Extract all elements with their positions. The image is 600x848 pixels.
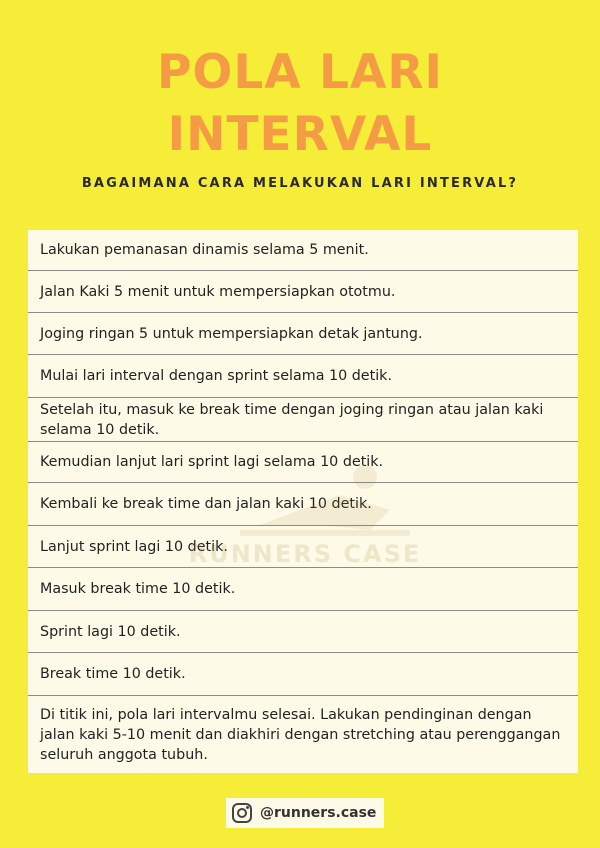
- list-item: Sprint lagi 10 detik.: [28, 611, 578, 653]
- list-item: Di titik ini, pola lari intervalmu selesai. Lakukan pendinginan dengan jalan kaki 5-10 menit dan diakhiri dengan stretching atau perenggangan seluruh anggota tubuh.: [40, 706, 561, 763]
- list-item: Lakukan pemanasan dinamis selama 5 menit.: [28, 230, 578, 271]
- page-subtitle: BAGAIMANA CARA MELAKUKAN LARI INTERVAL?: [81, 176, 519, 191]
- instagram-handle[interactable]: @runners.case: [260, 805, 377, 821]
- list-item: Masuk break time 10 detik.: [28, 568, 578, 611]
- list-item: Setelah itu, masuk ke break time dengan joging ringan atau jalan kaki selama 10 detik.: [28, 398, 578, 442]
- list-item: Kembali ke break time dan jalan kaki 10 detik.: [28, 483, 578, 526]
- footer-handle[interactable]: [226, 798, 384, 828]
- list-item: Lanjut sprint lagi 10 detik.: [28, 526, 578, 568]
- list-item: Joging ringan 5 untuk mempersiapkan detak jantung.: [28, 313, 578, 355]
- list-item: Jalan Kaki 5 menit untuk mempersiapkan ototmu.: [28, 271, 578, 313]
- steps-list: [28, 230, 578, 773]
- list-item: Break time 10 detik.: [28, 653, 578, 696]
- list-item: Kemudian lanjut lari sprint lagi selama 10 detik.: [28, 442, 578, 483]
- title-line-2: INTERVAL: [167, 107, 433, 162]
- title-line-1: POLA LARI: [156, 45, 444, 100]
- list-item: Mulai lari interval dengan sprint selama 10 detik.: [28, 355, 578, 398]
- page-title: [0, 42, 600, 166]
- instagram-icon: [232, 803, 252, 823]
